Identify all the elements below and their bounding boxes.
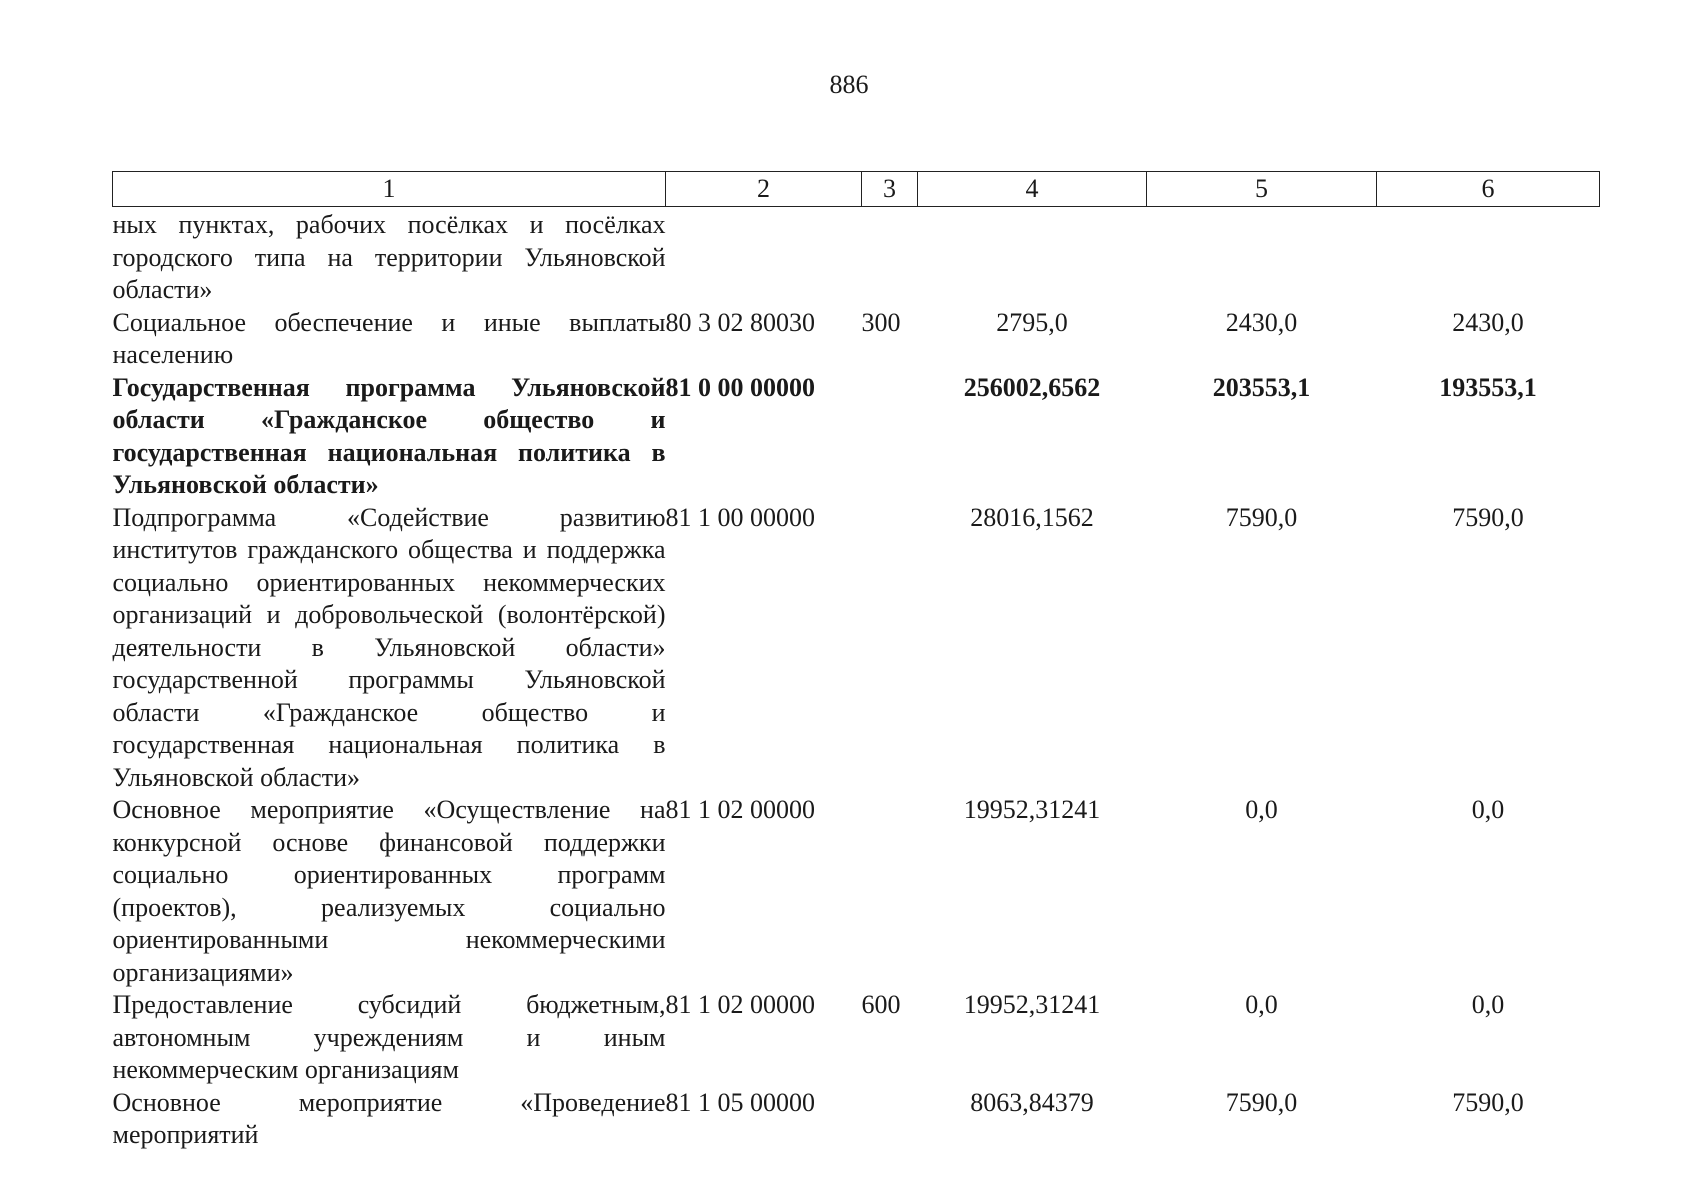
table-header-row: [113, 172, 1600, 207]
row-value-5: 7590,0: [1225, 502, 1298, 532]
table-row: [113, 207, 1600, 307]
row-value-5: 203553,1: [1212, 372, 1311, 402]
column-header: 2: [666, 172, 862, 207]
row-code: [666, 207, 862, 307]
row-type: [862, 794, 918, 989]
row-value-6: 7590,0: [1452, 1087, 1524, 1117]
table-row: [113, 1087, 1600, 1152]
row-value-4: 2795,0: [996, 307, 1068, 337]
row-type: [862, 207, 918, 307]
row-value-4: 28016,1562: [970, 502, 1094, 532]
page-number: 886: [829, 70, 869, 99]
row-code: 81 1 00 00000: [665, 502, 815, 532]
row-code: 81 0 00 00000: [665, 372, 815, 402]
column-header: 4: [918, 172, 1147, 207]
table-row: [113, 989, 1600, 1087]
row-name: Основное мероприятие «Проведение мероприятий: [112, 1087, 666, 1149]
row-value-5: 2430,0: [1225, 307, 1298, 337]
row-value-5: 0,0: [1245, 990, 1278, 1019]
row-name: Основное мероприятие «Осуществление на конкурсной основе финансовой поддержки социально ориентированных программ (проектов), реализуемых социально ориентированными некоммерческими организациями»: [112, 795, 666, 987]
column-header: 1: [113, 172, 666, 207]
row-value-4: [918, 207, 1147, 307]
row-value-6: [1377, 207, 1600, 307]
table-row: [113, 372, 1600, 502]
row-code: 81 1 02 00000: [665, 795, 815, 824]
row-value-5: 0,0: [1245, 795, 1278, 824]
table-row: [113, 502, 1600, 795]
row-code: 81 1 05 00000: [665, 1087, 815, 1117]
row-type: 600: [861, 990, 901, 1019]
row-code: 80 3 02 80030: [665, 307, 815, 337]
row-value-6: 2430,0: [1452, 307, 1524, 337]
row-type: 300: [861, 307, 901, 337]
row-type: [862, 372, 918, 502]
row-value-6: 0,0: [1471, 795, 1505, 824]
row-value-5: 7590,0: [1225, 1087, 1298, 1117]
budget-table: [112, 171, 1600, 1152]
row-name: ных пунктах, рабочих посёлках и посёлках городского типа на территории Ульяновской области»: [112, 210, 666, 304]
row-type: [862, 502, 918, 795]
row-value-4: 19952,31241: [963, 795, 1101, 824]
row-value-4: 8063,84379: [970, 1087, 1094, 1117]
row-name: Социальное обеспечение и иные выплаты населению: [112, 307, 666, 369]
row-value-6: 193553,1: [1439, 372, 1537, 402]
table-row: [113, 794, 1600, 989]
row-code: 81 1 02 00000: [665, 990, 815, 1019]
column-header: 6: [1377, 172, 1600, 207]
row-value-4: 256002,6562: [963, 372, 1101, 402]
row-type: [862, 1087, 918, 1152]
row-name: Предоставление субсидий бюджетным, автономным учреждениям и иным некоммерческим организациям: [112, 990, 666, 1084]
row-value-6: 7590,0: [1452, 502, 1524, 532]
row-name: Подпрограмма «Содействие развитию институтов гражданского общества и поддержка социально ориентированных некоммерческих организаций и добровольческой (волонтёрской) деятельности в Ульяновской области» государственной программы Ульяновской области «Гражданское общество и государственная национальная политика в Ульяновской области»: [112, 502, 666, 792]
row-value-4: 19952,31241: [963, 990, 1101, 1019]
row-value-6: 0,0: [1471, 990, 1505, 1019]
column-header: 3: [862, 172, 918, 207]
table-row: [113, 307, 1600, 372]
column-header: 5: [1147, 172, 1377, 207]
row-name: Государственная программа Ульяновской области «Гражданское общество и государственная национальная политика в Ульяновской области»: [112, 372, 666, 499]
row-value-5: [1147, 207, 1377, 307]
